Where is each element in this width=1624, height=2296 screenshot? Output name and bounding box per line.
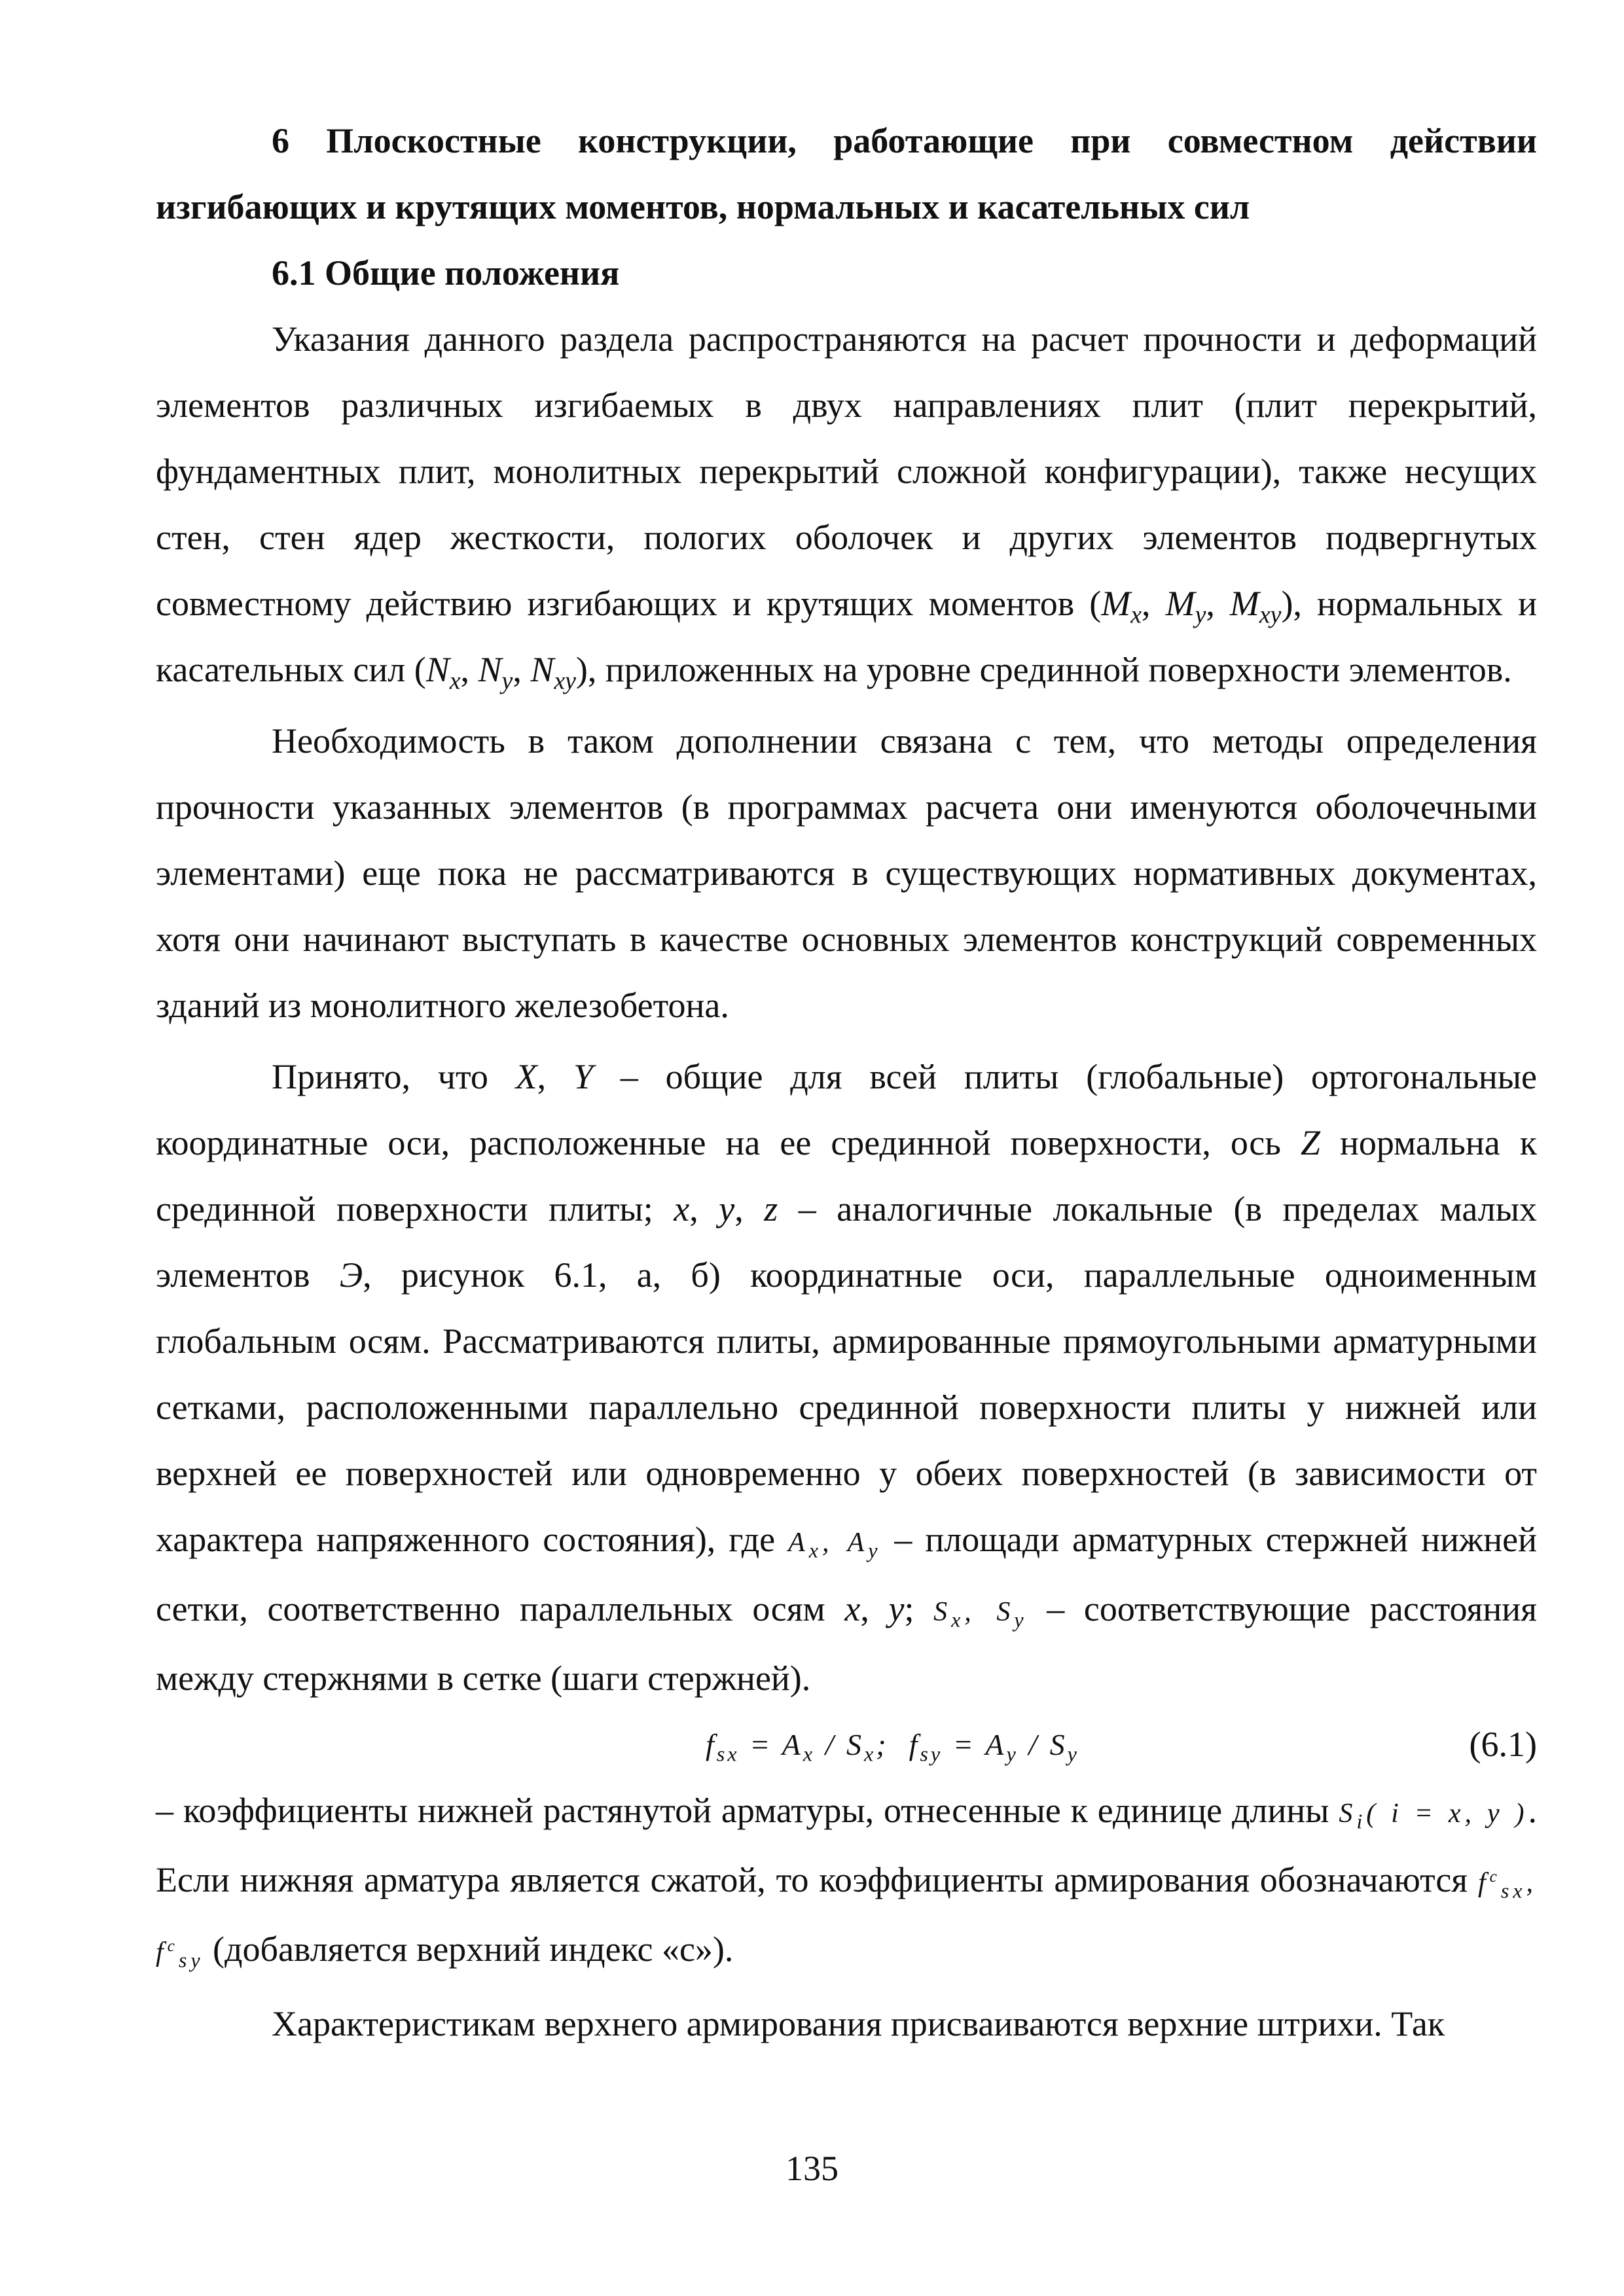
paragraph-coefficients xyxy=(156,1778,1537,1986)
paragraph-text: ; xyxy=(904,1589,934,1628)
math-si: $S_i$( i = x, y ) xyxy=(1339,1799,1528,1833)
paragraph-text: – общие для всей плиты (глобальные) ортогональные координатные оси, расположенные на ее срединной поверхности, ось xyxy=(156,1057,1538,1162)
page-number: 135 xyxy=(785,2149,839,2188)
chapter-heading: 6 Плоскостные конструкции, работающие при совместном действии изгибающих и крутящих моментов, нормальных и касательных сил xyxy=(156,121,1537,226)
paragraph-text: – аналогичные локальные (в пределах малых элементов xyxy=(156,1189,1538,1295)
paragraph-necessity: Необходимость в таком дополнении связана с тем, что методы определения прочности указанных элементов (в программах расчета они именуются оболочечными элементами) еще пока не рассматриваются в существующих нормативных документах, хотя они начинают выступать в качестве основных элементов конструкций современных зданий из монолитного железобетона. xyxy=(156,721,1537,1025)
paragraph-text: – площади арматурных стержней нижней сетки, соответственно параллельных осям xyxy=(156,1520,1537,1628)
paragraph-text: ), приложенных на уровне срединной поверхности элементов. xyxy=(575,650,1512,689)
paragraph-text: ), нормальных и касательных сил ( xyxy=(156,584,1537,689)
paragraph-axes: Принято, что X, Y – общие для всей плиты (глобальные) ортогональные координатные оси, расположенные на ее срединной поверхности, ось Z нормальна к срединной поверхности плиты; x, y, z – аналогичные локальные (в пределах малых элементов Э, рисунок 6.1, а, б) координатные оси, параллельные одноименным глобальным осям. Рассматриваются плиты, армированные прямоугольными арматурными сетками, расположенными параллельно срединной поверхности плиты у нижней или верхней ее поверхностей или одновременно у обеих поверхностей (в зависимости от характера напряженного состояния), где $A_x$, $A_y$ – площади арматурных стержней нижней сетки, соответственно параллельных осям x, y; $S_x$, $S_y$ – соответствующие расстояния между стержнями в сетке (шаги стержней). xyxy=(156,1057,1538,1698)
equation-formula: $f_{sx} = A_x / S_x$; $f_{sy} = A_y / S_y$ xyxy=(706,1728,1079,1766)
paragraph-text: – коэффициенты нижней растянутой арматуры, отнесенные к единице длины xyxy=(156,1791,1339,1830)
paragraph-scope: Указания данного раздела распространяются на расчет прочности и деформаций элементов различных изгибаемых в двух направлениях плит (плит перекрытий, фундаментных плит, монолитных перекрытий сложной конфигурации), также несущих стен, стен ядер жесткости, пологих оболочек и других элементов подвергнутых совместному действию изгибающих и крутящих моментов ($M_x$, $M_y$, $M_{xy}$), нормальных и касательных сил ($N_x$, $N_y$, $N_{xy}$), приложенных на уровне срединной поверхности элементов. xyxy=(156,319,1537,695)
paragraph-text: нормальна к срединной поверхности плиты; xyxy=(156,1123,1537,1229)
equation-number: (6.1) xyxy=(1469,1725,1537,1764)
page-content xyxy=(156,108,1537,2057)
paragraph-text: , рисунок 6.1, а, б) координатные оси, параллельные одноименным глобальным осям. Рассматриваются плиты, армированные прямоугольными арматурными сетками, расположенными параллельно срединной поверхности плиты у нижней или верхней ее поверхностей или одновременно у обеих поверхностей (в зависимости от характера напряженного состояния), где xyxy=(156,1255,1537,1559)
paragraph-text: Указания данного раздела распространяются на расчет прочности и деформаций элементов различных изгибаемых в двух направлениях плит (плит перекрытий, фундаментных плит, монолитных перекрытий сложной конфигурации), также несущих стен, стен ядер жесткости, пологих оболочек и других элементов подвергнутых совместному действию изгибающих и крутящих моментов ( xyxy=(156,319,1537,623)
math-sx-sy: $S_x$, $S_y$ xyxy=(933,1597,1028,1632)
math-fc: $f^c_{sx}$, $f^c_{sy}$ xyxy=(156,1867,1537,1972)
section-heading: 6.1 Общие положения xyxy=(272,253,620,293)
paragraph-text: – соответствующие расстояния между стержнями в сетке (шаги стержней). xyxy=(156,1589,1538,1698)
paragraph-text: Принято, что xyxy=(272,1057,516,1096)
paragraph-text: (добавляется верхний индекс «с»). xyxy=(204,1929,734,1969)
paragraph-upper-reinforcement: Характеристикам верхнего армирования присваиваются верхние штрихи. Так xyxy=(272,2004,1445,2043)
equation-6-1 xyxy=(156,1712,1537,1778)
math-ax-ay: $A_x$, $A_y$ xyxy=(788,1528,882,1562)
paragraph-text: . Если нижняя арматура является сжатой, то коэффициенты армирования обозначаются xyxy=(156,1791,1537,1899)
